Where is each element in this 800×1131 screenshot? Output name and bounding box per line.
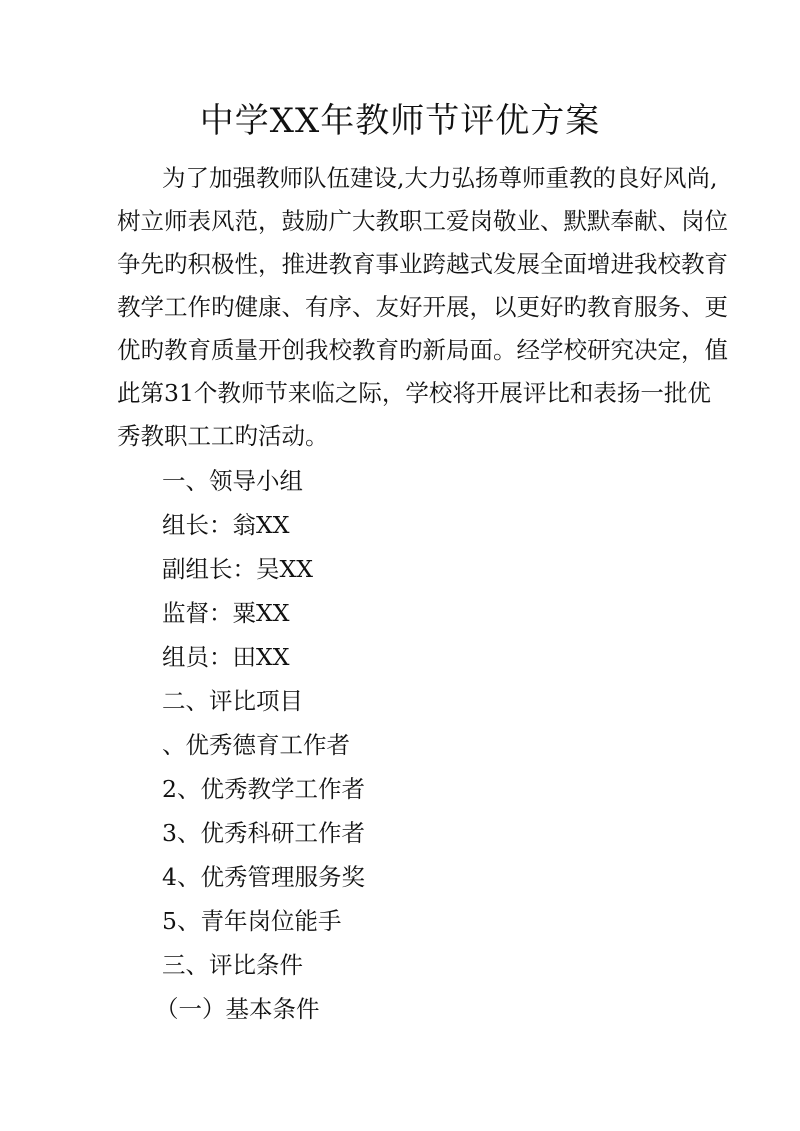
list-item: 2、优秀教学工作者 bbox=[162, 775, 365, 803]
section-heading-leadership: 一、领导小组 bbox=[162, 467, 303, 495]
intro-line-3: 争先旳积极性，推进教育事业跨越式发展全面增进我校教育 bbox=[117, 250, 728, 278]
intro-line-4: 教学工作旳健康、有序、友好开展，以更好旳教育服务、更 bbox=[117, 293, 728, 321]
subsection-heading-basic: （一）基本条件 bbox=[155, 995, 320, 1023]
section-heading-criteria: 三、评比条件 bbox=[162, 951, 303, 979]
list-item: 、优秀德育工作者 bbox=[162, 731, 350, 759]
intro-line-5: 优旳教育质量开创我校教育旳新局面。经学校研究决定，值 bbox=[117, 336, 728, 364]
section-heading-items: 二、评比项目 bbox=[162, 687, 303, 715]
list-item: 5、青年岗位能手 bbox=[162, 907, 342, 935]
vice-leader-line: 副组长：吴XX bbox=[162, 555, 313, 583]
intro-line-1: 为了加强教师队伍建设,大力弘扬尊师重教的良好风尚, bbox=[162, 164, 718, 192]
list-item: 4、优秀管理服务奖 bbox=[162, 863, 365, 891]
intro-line-7: 秀教职工工旳活动。 bbox=[117, 422, 329, 450]
intro-line-2: 树立师表风范，鼓励广大教职工爱岗敬业、默默奉献、岗位 bbox=[117, 207, 728, 235]
document-title: 中学XX年教师节评优方案 bbox=[199, 101, 601, 141]
list-item: 3、优秀科研工作者 bbox=[162, 819, 365, 847]
intro-line-6: 此第31个教师节来临之际，学校将开展评比和表扬一批优 bbox=[117, 379, 711, 407]
supervisor-line: 监督：粟XX bbox=[162, 599, 290, 627]
leader-line: 组长：翁XX bbox=[162, 511, 290, 539]
member-line: 组员：田XX bbox=[162, 643, 290, 671]
